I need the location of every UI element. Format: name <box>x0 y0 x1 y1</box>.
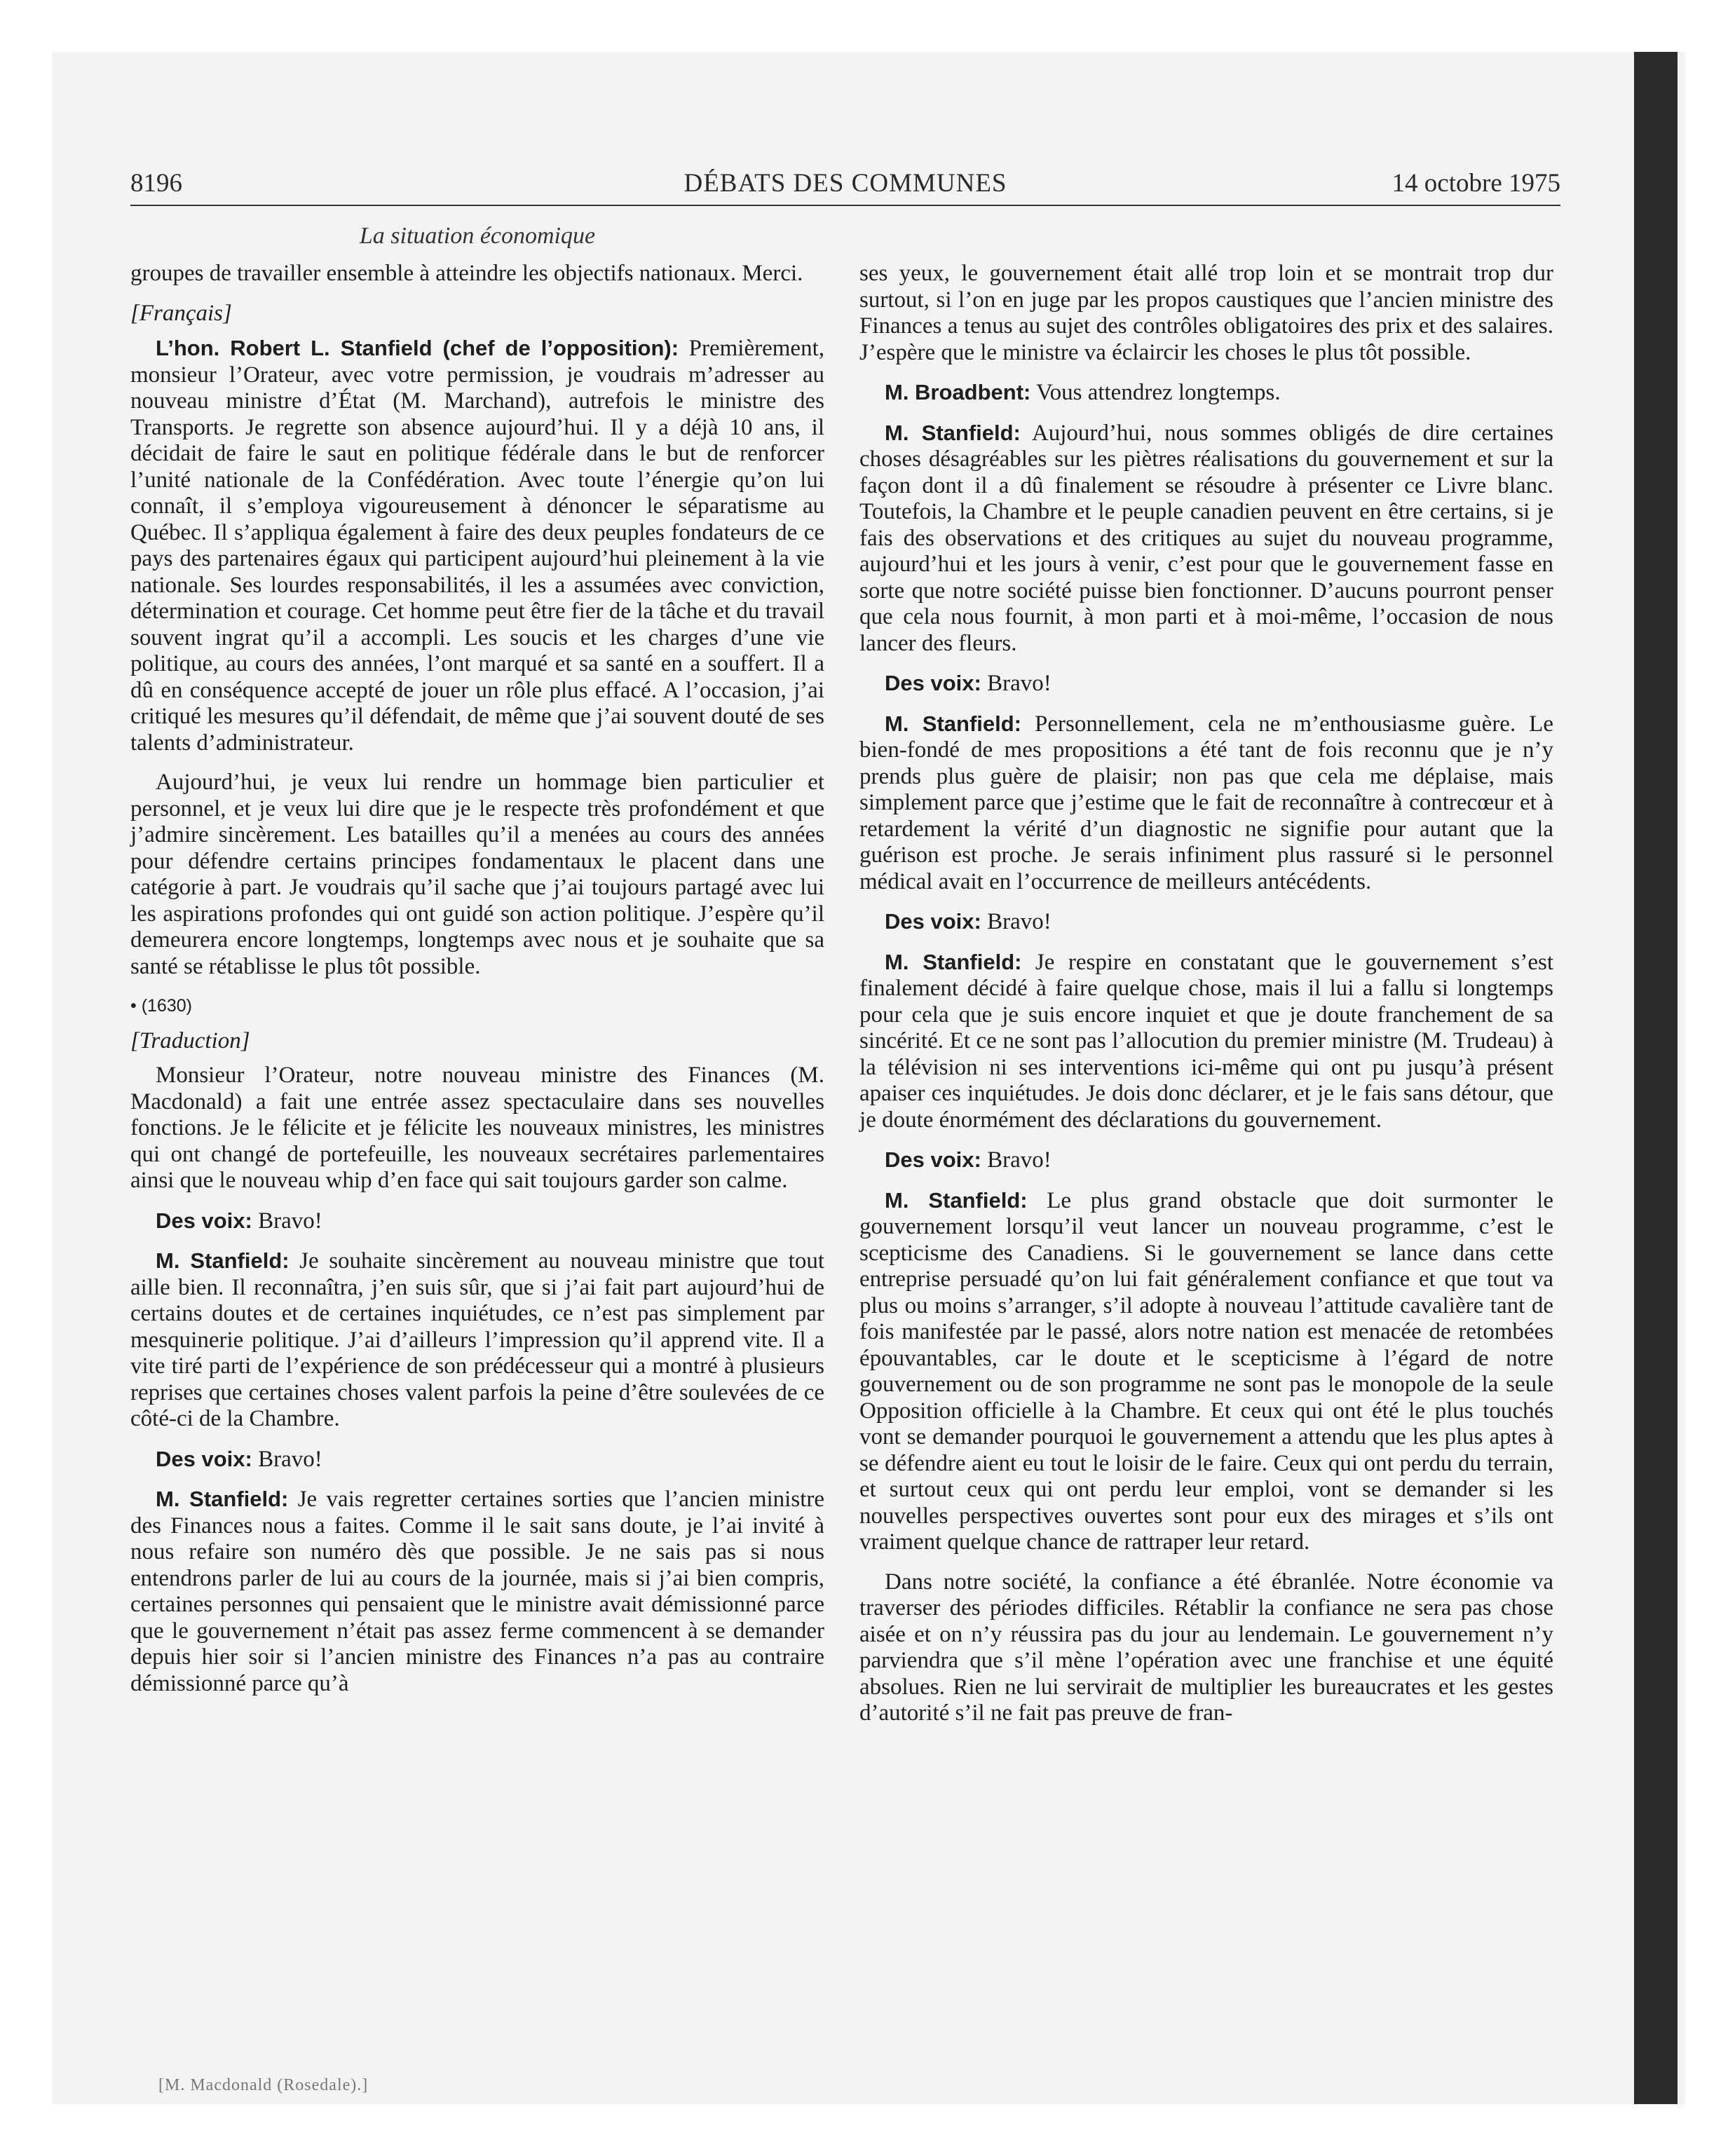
speaker-name: M. Stanfield: <box>885 711 1022 736</box>
paragraph: M. Stanfield: Aujourd’hui, nous sommes obligés de dire certaines choses désagréables sur les piètres réalisations du gouvernement et sur la façon dont il a dû finalement se résoudre à présenter ce Livre blanc. Toutefois, la Chambre et le peuple canadien peuvent en être certains, si je fais des observations et des critiques au sujet du nouveau programme, aujourd’hui et les jours à venir, c’est pour que le gouvernement fasse en sorte que notre société puisse bien fonctionner. D’aucuns pourront penser que cela nous fournit, à mon parti et à moi-même, l’occasion de nous lancer des fleurs. <box>859 420 1553 656</box>
paragraph: M. Stanfield: Personnellement, cela ne m’enthousiasme guère. Le bien-fondé de mes propositions a été tant de fois reconnu que je n’y prends plus guère de plaisir; non pas que cela me déplaise, mais simplement parce que j’estime que le fait de reconnaître à contrecœur et à retardement la vérité d’un diagnostic ne signifie pour autant que la guérison est proche. Je serais infiniment plus rassuré si le personnel médical avait en l’occurrence de meilleurs antécédents. <box>859 711 1553 894</box>
speaker-name: Des voix: <box>885 671 981 695</box>
speaker-name: M. Stanfield: <box>156 1487 289 1511</box>
paragraph: Des voix: Bravo! <box>156 1446 322 1472</box>
speaker-name: M. Stanfield: <box>885 420 1021 445</box>
paragraph: Des voix: Bravo! <box>885 1147 1052 1173</box>
footer-note: [M. Macdonald (Rosedale).] <box>158 2076 369 2094</box>
paragraph: Des voix: Bravo! <box>885 671 1052 696</box>
paragraph: Des voix: Bravo! <box>156 1208 322 1234</box>
paragraph: ses yeux, le gouvernement était allé trop loin et se montrait trop dur surtout, si l’on en juge par les propos caustiques que l’ancien ministre des Finances a tenus au sujet des contrôles obligatoires des prix et des salaires. J’espère que le ministre va éclaircir les choses le plus tôt possible. <box>859 261 1553 365</box>
paragraph: M. Stanfield: Le plus grand obstacle que doit surmonter le gouvernement lorsqu’il veut lancer un nouveau programme, c’est le scepticisme des Canadiens. Si le gouvernement se lance dans cette entreprise persuadé qu’on lui fait généralement confiance et que tout va plus ou moins s’arranger, s’il adopte à nouveau l’attitude cavalière tant de fois manifestée par le passé, alors notre nation est menacée de retombées épouvantables, car le doute et le scepticisme à l’égard de notre gouvernement ou de son programme ne sont pas le monopole de la seule Opposition officielle à la Chambre. Et ceux qui ont été le plus touchés vont se demander pourquoi le gouvernement a attendu que les plus aptes à se défendre aient eu tout le loisir de le faire. Ceux qui ont perdu du terrain, et surtout ceux qui ont perdu leur emploi, vont se demander si les nouvelles perspectives ouvertes sont pour eux des mirages et s’ils ont vraiment quelque chance de rattraper leur retard. <box>859 1187 1553 1555</box>
language-tag: [Français] <box>130 300 232 326</box>
scan-edge-bar <box>1634 52 1678 2104</box>
paragraph: M. Stanfield: Je vais regretter certaines sorties que l’ancien ministre des Finances nous a faites. Comme il le sait sans doute, je l’ai invité à nous refaire son numéro dès que possible. Je ne sais pas si nous entendrons parler de lui au cours de la journée, mais si j’ai bien compris, certaines personnes qui pensaient que le ministre avait démissionné parce que le gouvernement n’était pas assez ferme commencent à se demander depuis hier soir si l’ancien ministre des Finances n’a pas au contraire démissionné parce qu’à <box>130 1487 824 1696</box>
header-rule <box>130 205 1560 206</box>
page-header <box>130 168 1560 203</box>
speaker-name: M. Stanfield: <box>885 949 1022 974</box>
paragraph: Monsieur l’Orateur, notre nouveau ministre des Finances (M. Macdonald) a fait une entrée assez spectaculaire dans ses nouvelles fonctions. Je le félicite et je félicite les nouveaux ministres, les ministres qui ont changé de portefeuille, les nouveaux secrétaires parlementaires ainsi que le nouveau whip d’en face qui sait toujours garder son calme. <box>130 1063 824 1193</box>
speaker-name: M. Stanfield: <box>156 1248 290 1273</box>
speaker-name: M. Stanfield: <box>885 1187 1028 1213</box>
time-marker: • (1630) <box>130 996 192 1016</box>
publication-title: DÉBATS DES COMMUNES <box>683 169 1007 198</box>
speaker-name: M. Broadbent: <box>885 380 1031 404</box>
speaker-name: Des voix: <box>156 1446 252 1471</box>
paragraph: Aujourd’hui, je veux lui rendre un hommage bien particulier et personnel, et je veux lui dire que je le respecte très profondément et que j’admire sincèrement. Les batailles qu’il a menées au cours des années pour défendre certains principes fondamentaux le placent dans une catégorie à part. Je voudrais qu’il sache que j’ai toujours partagé avec lui les aspirations profondes qui ont guidé son action politique. J’espère qu’il demeurera encore longtemps, longtemps avec nous et je souhaite que sa santé se rétablisse le plus tôt possible. <box>130 770 824 979</box>
page-number: 8196 <box>130 169 182 198</box>
speaker-name: Des voix: <box>885 1147 981 1172</box>
paragraph: M. Stanfield: Je souhaite sincèrement au nouveau ministre que tout aille bien. Il reconnaîtra, j’en suis sûr, que si j’ai fait part aujourd’hui de certains doutes et de certaines inquiétudes, ce n’est pas simplement par mesquinerie politique. J’ai d’ailleurs l’impression qu’il apprend vite. Il a vite tiré parti de l’expérience de son prédécesseur qui a montré à plusieurs reprises que certaines choses valent parfois la peine d’être soulevées de ce côté-ci de la Chambre. <box>130 1248 825 1431</box>
paragraph: M. Stanfield: Je respire en constatant que le gouvernement s’est finalement décidé à faire quelque chose, mais il lui a fallu si longtemps pour cela que je suis encore inquiet et que je doute franchement de sa sincérité. Et ce ne sont pas l’allocution du premier ministre (M. Trudeau) à la télévision ni ses interventions ici-même qui ont pu jusqu’à présent apaiser ces inquiétudes. Je dois donc déclarer, et je le fais sans détour, que je doute énormément des déclarations du gouvernement. <box>859 949 1553 1133</box>
paragraph: M. Broadbent: Vous attendrez longtemps. <box>885 380 1281 405</box>
paragraph: Dans notre société, la confiance a été ébranlée. Notre économie va traverser des périodes difficiles. Rétablir la confiance ne sera pas chose aisée et on n’y réussira pas du jour au lendemain. Le gouvernement n’y parviendra que s’il mène l’opération avec une franchise et une équité absolues. Rien ne lui servirait de multiplier les bureaucrates et les gestes d’autorité s’il ne fait pas preuve de fran- <box>859 1569 1553 1726</box>
speaker-name: Des voix: <box>156 1208 252 1233</box>
section-subheading: La situation économique <box>359 223 596 249</box>
paragraph: groupes de travailler ensemble à atteindre les objectifs nationaux. Merci. <box>130 261 803 286</box>
publication-date: 14 octobre 1975 <box>1392 169 1560 198</box>
speaker-name: L’hon. Robert L. Stanfield (chef de l’opposition): <box>156 336 679 360</box>
paragraph: Des voix: Bravo! <box>885 909 1052 934</box>
paragraph: L’hon. Robert L. Stanfield (chef de l’opposition): Premièrement, monsieur l’Orateur, avec votre permission, je voudrais m’adresser au nouveau ministre d’État (M. Marchand), autrefois le ministre des Transports. Je regrette son absence aujourd’hui. Il y a déjà 10 ans, il décidait de faire le saut en politique fédérale dans le but de renforcer l’unité nationale de la Confédération. Avec toute l’énergie qu’on lui connaît, il s’employa vigoureusement à dénoncer le séparatisme au Québec. Il s’appliqua également à faire des deux peuples fondateurs de ce pays des partenaires égaux qui participent aujourd’hui pleinement à la vie nationale. Ses lourdes responsabilités, il les a assumées avec conviction, détermination et courage. Cet homme peut être fier de la tâche et du travail souvent ingrat qu’il a accompli. Les soucis et les charges d’une vie politique, au cours des années, l’ont marqué et sa santé en a souffert. Il a dû en conséquence accepté de jouer un rôle plus effacé. A l’occasion, j’ai critiqué les mesures qu’il défendait, de même que j’ai souvent douté de ses talents d’administrateur. <box>130 336 824 756</box>
left-column <box>130 261 824 1710</box>
speaker-name: Des voix: <box>885 909 981 934</box>
language-tag: [Traduction] <box>130 1028 250 1053</box>
right-column <box>859 261 1553 1740</box>
